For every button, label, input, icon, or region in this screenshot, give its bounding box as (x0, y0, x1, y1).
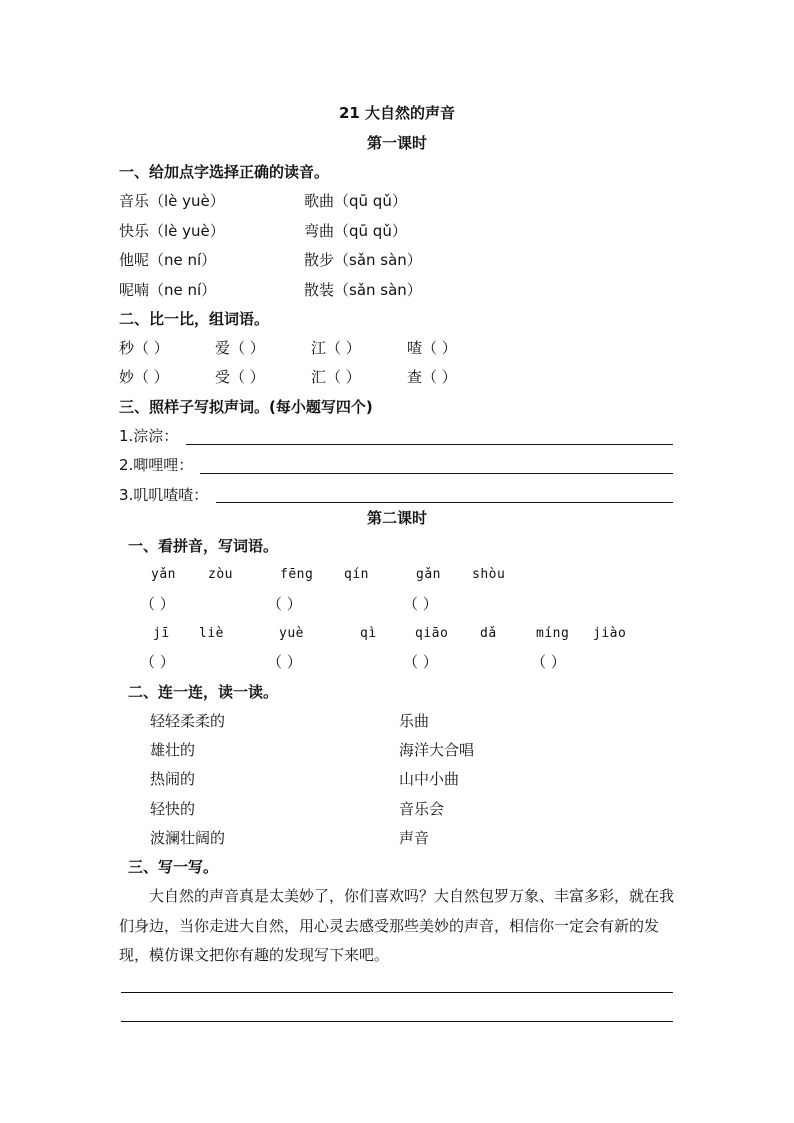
match-right-item[interactable]: 音乐会 (399, 800, 445, 818)
match-left-item[interactable]: 轻轻柔柔的 (150, 712, 226, 730)
l1-q1-item: 音乐（lè yuè） (119, 192, 225, 210)
l1-q1-heading: 一、给加点字选择正确的读音。 (119, 163, 330, 181)
pinyin: jī (153, 626, 170, 641)
l1-q1-item: 散装（sǎn sàn） (304, 281, 422, 299)
word-blank[interactable]: （ ） (531, 653, 566, 671)
lesson1-heading: 第一课时 (366, 134, 427, 152)
word-blank[interactable]: （ ） (140, 653, 175, 671)
pinyin: fēng (280, 567, 314, 582)
match-right-item[interactable]: 乐曲 (399, 712, 430, 730)
writing-line[interactable] (121, 1021, 673, 1022)
match-right-item[interactable]: 海洋大合唱 (399, 741, 475, 759)
pinyin: jiào (593, 626, 627, 641)
pinyin: yǎn (151, 567, 176, 582)
word-blank[interactable]: （ ） (403, 595, 438, 613)
l1-q3-label: 3.叽叽喳喳： (119, 486, 209, 504)
writing-prompt: 大自然的声音真是太美妙了，你们喜欢吗？大自然包罗万象、丰富多彩，就在我们身边，当你走进大自然，用心灵去感受那些美妙的声音，相信你一定会有新的发现，模仿课文把你有趣的发现写下来吧。 (119, 887, 675, 964)
pinyin: yuè (279, 626, 304, 641)
match-right-item[interactable]: 山中小曲 (399, 770, 460, 788)
word-blank[interactable]: （ ） (140, 595, 175, 613)
l1-q3-label: 2.唧哩哩： (119, 456, 194, 474)
word-blank[interactable]: （ ） (403, 653, 438, 671)
l1-q1-item: 他呢（ne ní） (119, 251, 217, 269)
match-right-item[interactable]: 声音 (399, 829, 430, 847)
pinyin: shòu (472, 567, 506, 582)
pinyin: qiāo (415, 626, 449, 641)
lesson2-heading: 第二课时 (366, 509, 427, 527)
match-left-item[interactable]: 轻快的 (150, 800, 196, 818)
l2-q3-heading: 三、写一写。 (128, 858, 219, 876)
page-title: 21 大自然的声音 (338, 104, 456, 122)
answer-line[interactable] (186, 444, 673, 445)
l1-q2-heading: 二、比一比，组词语。 (119, 310, 270, 328)
pinyin: míng (536, 626, 570, 641)
pinyin: dǎ (480, 626, 497, 641)
answer-line[interactable] (216, 502, 673, 503)
writing-line[interactable] (121, 992, 673, 993)
answer-line[interactable] (200, 473, 673, 474)
l1-q1-item: 弯曲（qū qǔ） (304, 222, 407, 240)
l1-q2-item: 受（ ） (215, 368, 265, 386)
l1-q3-label: 1.淙淙： (119, 427, 179, 445)
l1-q2-item: 江（ ） (311, 339, 361, 357)
pinyin: zòu (208, 567, 233, 582)
match-left-item[interactable]: 热闹的 (150, 770, 196, 788)
l1-q3-heading: 三、照样子写拟声词。(每小题写四个) (119, 398, 373, 416)
match-left-item[interactable]: 波澜壮阔的 (150, 829, 226, 847)
pinyin: qín (344, 567, 369, 582)
match-left-item[interactable]: 雄壮的 (150, 741, 196, 759)
pinyin: liè (199, 626, 224, 641)
l2-q2-heading: 二、连一连，读一读。 (128, 683, 279, 701)
l1-q2-item: 查（ ） (407, 368, 457, 386)
l1-q1-item: 呢喃（ne ní） (119, 281, 217, 299)
l1-q2-item: 妙（ ） (119, 368, 169, 386)
pinyin: gǎn (416, 567, 441, 582)
l2-q1-heading: 一、看拼音，写词语。 (128, 537, 279, 555)
word-blank[interactable]: （ ） (267, 595, 302, 613)
l1-q2-item: 汇（ ） (311, 368, 361, 386)
pinyin: qì (360, 626, 377, 641)
l1-q1-item: 歌曲（qū qǔ） (304, 192, 407, 210)
word-blank[interactable]: （ ） (267, 653, 302, 671)
l1-q2-item: 爱（ ） (215, 339, 265, 357)
l1-q1-item: 快乐（lè yuè） (119, 222, 225, 240)
l1-q1-item: 散步（sǎn sàn） (304, 251, 422, 269)
l1-q2-item: 秒（ ） (119, 339, 169, 357)
l1-q2-item: 喳（ ） (407, 339, 457, 357)
